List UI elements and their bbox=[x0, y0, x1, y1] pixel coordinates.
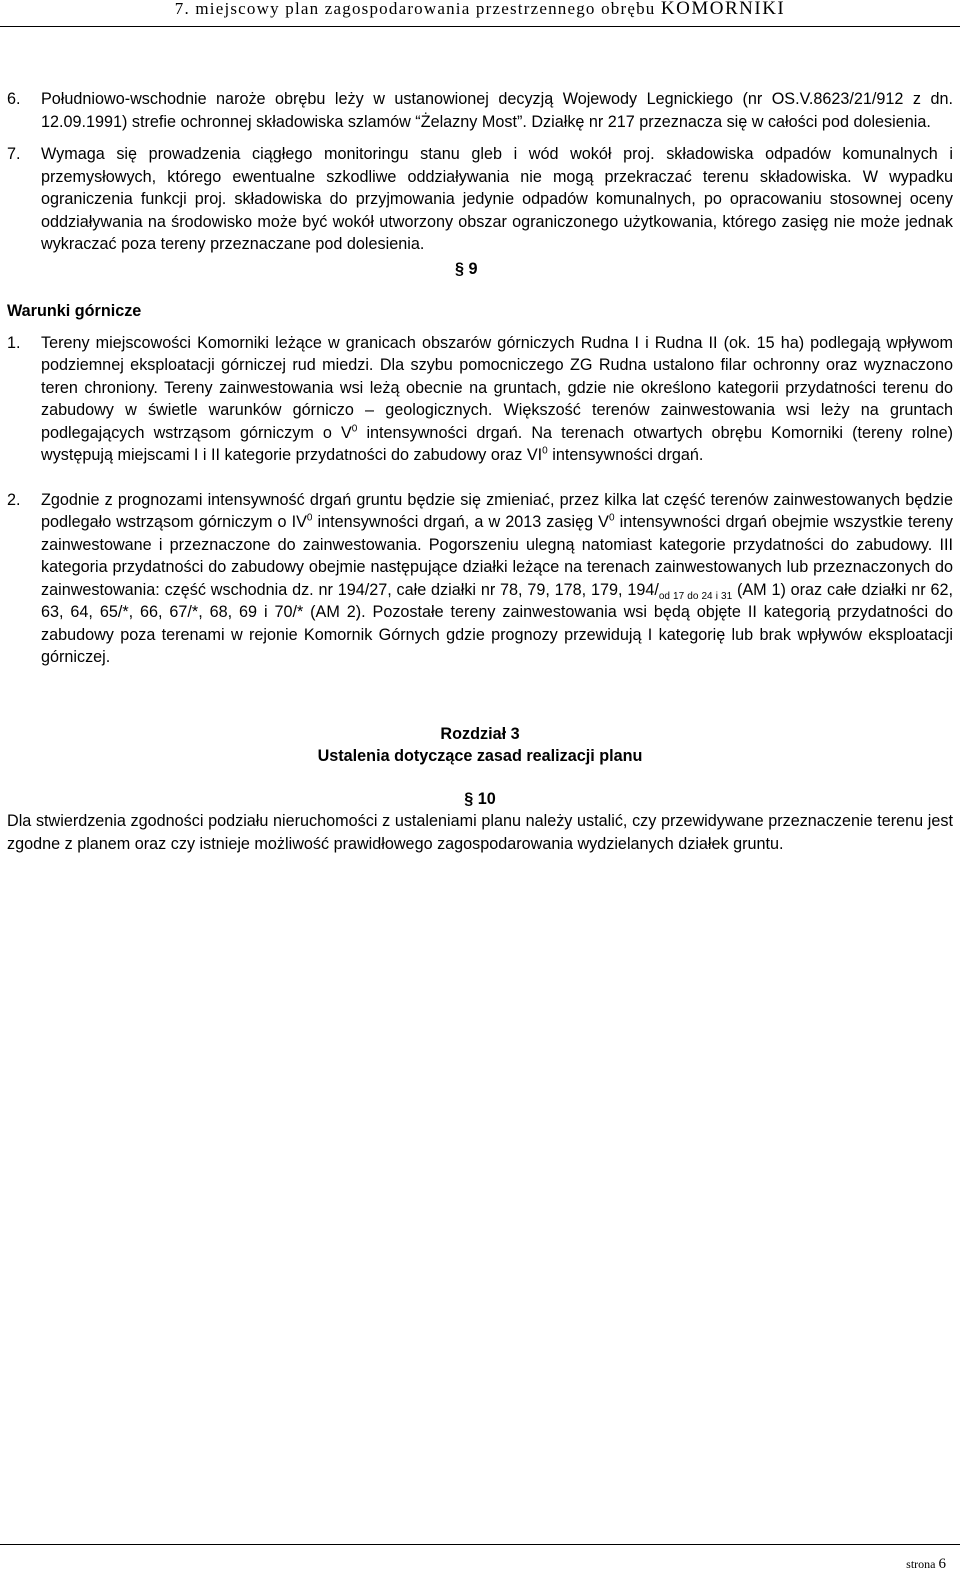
section-number: § 10 bbox=[464, 789, 496, 808]
item-text: Wymaga się prowadzenia ciągłego monitoringu stanu gleb i wód wokół proj. składowiska odpadów komunalnych i przemysłowych, którego ewentualne szkodliwe oddziaływania nie mogą przekraczać terenu składowiska. W wypadku ograniczenia funkcji proj. składowiska do przyjmowania jedynie odpadów komunalnych, po opracowaniu stosownej oceny oddziaływania na środowisko może być wokół utworzony obszar ograniczonego użytkowania, którego zasięg nie może jednak wykraczać poza tereny przeznaczane pod dolesienia. bbox=[41, 145, 953, 253]
list-item bbox=[7, 88, 953, 133]
chapter-title: Rozdział 3 bbox=[440, 724, 520, 743]
chapter-subtitle: Ustalenia dotyczące zasad realizacji planu bbox=[317, 747, 643, 765]
item-text: Zgodnie z prognozami intensywność drgań gruntu będzie się zmieniać, przez kilka lat część terenów zainwestowanych będzie podlegało wstrząsom górniczym o $IV^0$ intensywności drgań, a w 2013 zasięg $V^0$ intensywności drgań obejmie wszystkie tereny zainwestowane i przeznaczone do zainwestowania. Pogorszeniu ulegną natomiast kategorie przydatności do zabudowy. III kategoria przydatności do zabudowy obejmie następujące działki leżące na terenach zainwestowanych lub przeznaczonych do zainwestowania: część wschodnia dz. nr 194/27, całe działki nr 78, 79, 178, 179, $194/_{od 17 do 24 i 31}$ (AM 1) oraz całe działki nr 62, 63, 64, 65/*, 66, 67/*, 68, 69 i 70/* (AM 2). Pozostałe tereny zainwestowania wsi będą objęte II kategorią przydatności do zabudowy poza terenami w rejonie Komornik Górnych gdzie prognozy przewidują I kategorię lub brak wpływów eksploatacji górniczej. bbox=[41, 490, 954, 666]
section-9-heading-block bbox=[7, 256, 953, 332]
section-heading: Warunki górnicze bbox=[7, 301, 142, 320]
paragraph: Dla stwierdzenia zgodności podziału nieruchomości z ustaleniami planu należy ustalić, czy przewidywane przeznaczenie terenu jest zgodne z planem oraz czy istnieje możliwość prawidłowego zagospodarowania wydzielanych działek gruntu. bbox=[7, 812, 953, 853]
section-number: § 9 bbox=[455, 259, 478, 278]
page-number: 6 bbox=[938, 1556, 946, 1572]
item-number: 1. bbox=[7, 333, 21, 352]
footer-divider bbox=[0, 1544, 960, 1545]
header-title: 7. miejscowy plan zagospodarowania przestrzennego obrębu bbox=[174, 0, 661, 18]
document-body bbox=[7, 88, 953, 855]
list-item bbox=[7, 489, 953, 669]
page-footer bbox=[906, 1556, 946, 1573]
footer-label: strona bbox=[906, 1557, 939, 1571]
item-number: 7. bbox=[7, 145, 21, 163]
item-number: 2. bbox=[7, 490, 21, 509]
list-item bbox=[7, 332, 953, 467]
list-item bbox=[7, 143, 953, 256]
item-text: Południowo-wschodnie naroże obrębu leży w ustanowionej decyzją Wojewody Legnickiego (nr OS.V.8623/21/912 z dn. 12.09.1991) strefie ochronnej składowiska szlamów “Żelazny Most”. Działkę nr 217 przeznacza się w całości pod dolesienia. bbox=[41, 90, 953, 131]
item-text: Tereny miejscowości Komorniki leżące w granicach obszarów górniczych Rudna I i Rudna II (ok. 15 ha) podlegają wpływom podziemnej eksploatacji górniczej rud miedzi. Dla szybu pomocniczego ZG Rudna ustalono filar ochronny oraz wyznaczono teren chroniony. Tereny zainwestowania wsi leżą obecnie na gruntach, gdzie nie określono kategorii przydatności terenu do zabudowy w świetle warunków górniczo – geologicznych. Większość terenów zainwestowania wsi leży na gruntach podlegających wstrząsom górniczym o $V^0$ intensywności drgań. Na terenach otwartych obrębu Komorniki (tereny rolne) występują miejscami I i II kategorie przydatności do zabudowy oraz $VI^0$ intensywności drgań. bbox=[41, 333, 953, 464]
header-village: KOMORNIKI bbox=[660, 0, 786, 19]
item-number: 6. bbox=[7, 90, 21, 108]
header-divider bbox=[0, 26, 960, 27]
